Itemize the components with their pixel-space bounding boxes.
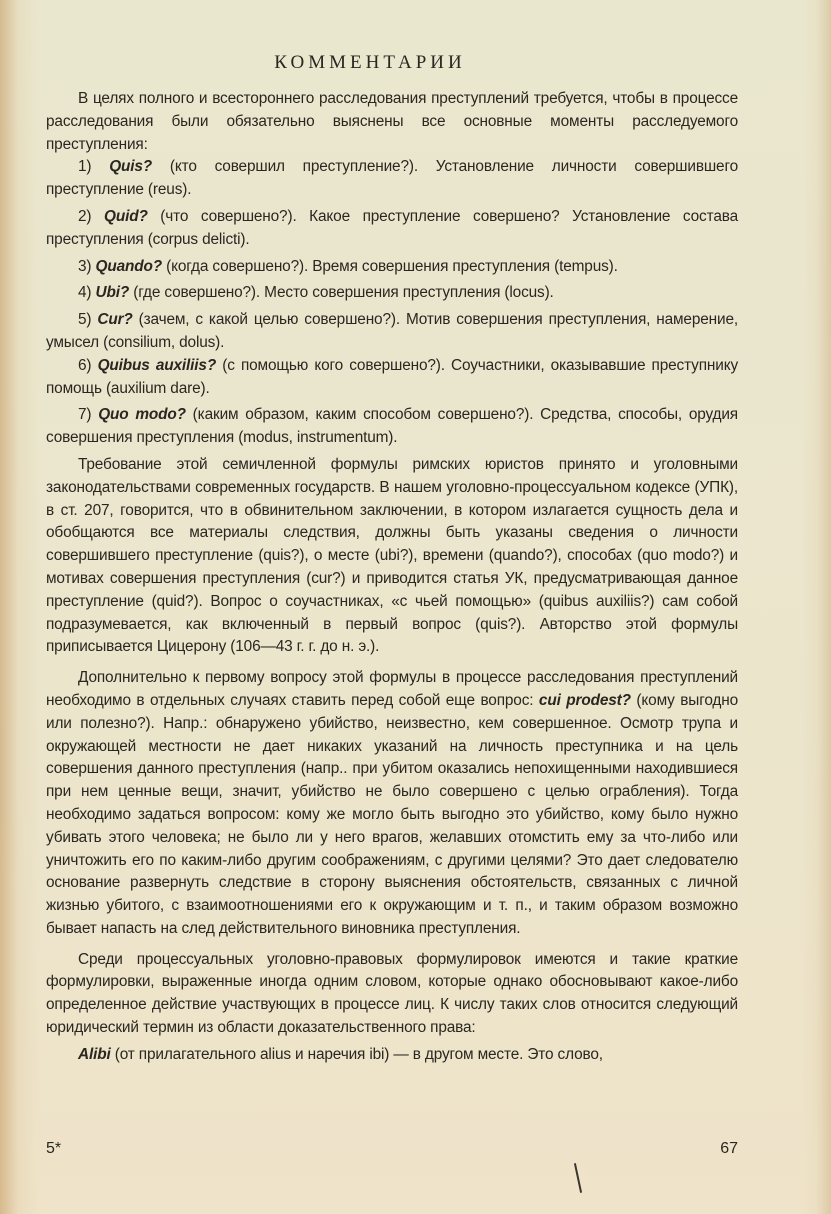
latin-term: Ubi? — [95, 284, 130, 302]
list-item-ubi: 4) Ubi? (где совершено?). Место совершения преступления (locus). — [78, 284, 554, 302]
list-item-quo-modo: 7) Quo modo? (каким образом, каким способом совершено?). Средства, способы, орудия совершения преступления (modus, instrumentum). — [46, 406, 738, 447]
latin-term: Quid? — [104, 207, 148, 225]
latin-term: Quis? — [109, 158, 153, 176]
signature-mark: 5* — [46, 1140, 62, 1157]
latin-term: Quibus auxiliis? — [97, 356, 217, 374]
paragraph-cui-prodest: Дополнительно к первому вопросу этой формулы в процессе расследования преступлений необходимо в отдельных случаях ставить перед собой еще вопрос: cui prodest? (кому выгодно или полезно?). Напр.: обнаружено убийство, неизвестно, кем совершенное. Осмотр трупа и окружающей местности не дает никаких указаний на личность преступника и на цель совершения данного преступления (напр.. при убитом оказались непохищенными находившиеся при нем ценные вещи, значит, убийство не было совершено с целью ограбления). Тогда необходимо задаться вопросом: кому же могло быть выгодно это убийство, кому было нужно убивать этого человека; не было ли у него врагов, желавших отомстить ему за что-либо или уничтожить его по каким-либо другим соображениям, с другими целями? Это дает следователю основание развернуть следствие в сторону выяснения обстоятельств, связанных с личной жизнью убитого, с взаимоотношениями его к окружающим и т. п., и таким образом возможно бывает напасть на след действительного виновника преступления. — [46, 669, 738, 937]
page-number: 67 — [720, 1140, 738, 1157]
paragraph-formulations: Среди процессуальных уголовно-правовых формулировок имеются и такие краткие формулировки, выраженные иногда одним словом, которые однако обосновывают какое-либо определенное действие участвующих в процессе лиц. К числу таких слов относится следующий юридический термин из области доказательственного права: — [46, 950, 738, 1037]
page-footer — [46, 1140, 738, 1158]
latin-term: Quando? — [95, 257, 163, 275]
list-item-quid: 2) Quid? (что совершено?). Какое преступление совершено? Установление состава преступления (corpus delicti). — [46, 207, 739, 248]
paragraph-alibi: Alibi (от прилагательного alius и наречия ibi) — в другом месте. Это слово, — [78, 1045, 603, 1063]
latin-term: Quo modo? — [98, 406, 186, 424]
list-item-quibus-auxiliis: 6) Quibus auxiliis? (с помощью кого совершено?). Соучастники, оказывавшие преступнику помощь (auxilium dare). — [46, 356, 738, 397]
pen-mark — [574, 1163, 582, 1193]
list-item-cur: 5) Cur? (зачем, с какой целью совершено?). Мотив совершения преступления, намерение, умысел (consilium, dolus). — [46, 311, 738, 351]
latin-term: Cur? — [97, 311, 133, 329]
paragraph-formula: Требование этой семичленной формулы римских юристов принято и уголовными законодательствами современных государств. В нашем уголовно-процессуальном кодексе (УПК), в ст. 207, говорится, что в обвинительном заключении, в котором излагается сущность дела и обобщаются все материалы следствия, должны быть указаны сведения о личности совершившего преступление (quis?), о месте (ubi?), времени (quando?), способах (quo modo?) и мотивах совершения преступления (cur?) и приводится статья УК, предусматривающая данное преступление (quid?). Вопрос о соучастниках, «с чьей помощью» (quibus auxiliis?) сам собой подразумевается, как включенный в первый вопрос (quis?). Авторство этой формулы приписывается Цицерону (106—43 г. г. до н. э.). — [46, 455, 738, 656]
body-text — [46, 88, 738, 1067]
latin-term: cui prodest? — [538, 691, 631, 709]
page-title: КОММЕНТАРИИ — [274, 52, 466, 73]
list-item-quis: 1) Quis? (кто совершил преступление?). Установление личности совершившего преступление (reus). — [46, 158, 738, 199]
paragraph-intro: В целях полного и всестороннего расследования преступлений требуется, чтобы в процессе расследования были обязательно выяснены все основные моменты расследуемого преступления: — [46, 90, 738, 153]
latin-term: Alibi — [78, 1045, 111, 1063]
list-item-quando: 3) Quando? (когда совершено?). Время совершения преступления (tempus). — [78, 257, 618, 275]
